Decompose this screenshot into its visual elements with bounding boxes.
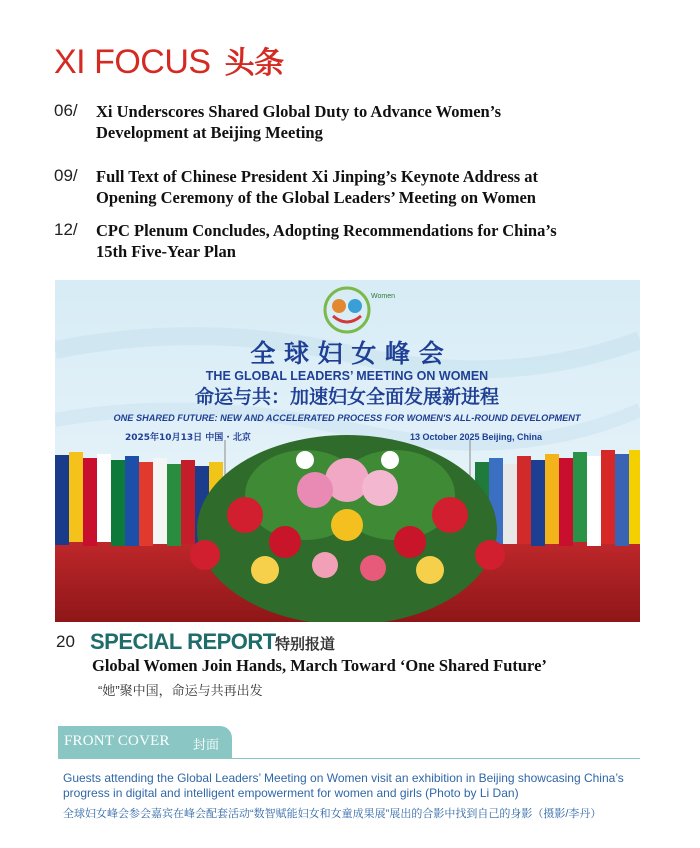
entry-title-line: Xi Underscores Shared Global Duty to Advance Women’s [96,102,502,121]
special-report-subtitle-zh: “她”聚中国，命运与共再出发 [98,683,263,698]
logo-text: Women [371,293,395,300]
backdrop-date-zh: 2025年10月13日 中国 · 北京 [125,433,251,443]
special-report-label: SPECIAL REPORT [90,629,276,654]
entry-title-line: Full Text of Chinese President Xi Jinping’s Keynote Address at [96,167,539,186]
entry-title-line: Opening Ceremony of the Global Leaders’ Meeting on Women [96,188,536,207]
front-cover-label: FRONT COVER [64,733,170,749]
divider [58,758,640,759]
entry-title-line: CPC Plenum Concludes, Adopting Recommendations for China’s [96,221,557,240]
section-title-zh: 头条 [224,47,284,80]
contents-entry[interactable] [54,166,654,210]
entry-title-line: Development at Beijing Meeting [96,123,323,142]
cover-photo[interactable] [55,280,640,622]
front-cover-tag [58,726,232,758]
entry-title[interactable] [96,166,538,208]
cover-caption-en: Guests attending the Global Leaders’ Meeting on Women visit an exhibition in Beijing showcasing China’s progress in digital and intelligent empowerment for women and girls (Photo by Li Dan) [63,771,624,800]
entry-page-number: 12/ [54,220,78,239]
entry-title[interactable] [96,101,501,143]
contents-entry[interactable] [54,220,654,264]
entry-page-number: 06/ [54,101,78,120]
backdrop-title-en: THE GLOBAL LEADERS’ MEETING ON WOMEN [205,369,489,383]
section-title [54,38,284,82]
section-title-en: XI FOCUS [54,43,211,81]
special-report-page-number: 20 [56,632,75,651]
backdrop-date-en: 13 October 2025 Beijing, China [410,432,543,442]
entry-title-line: 15th Five-Year Plan [96,242,236,261]
backdrop-theme-en: ONE SHARED FUTURE: NEW AND ACCELERATED PROCESS FOR WOMEN'S ALL-ROUND DEVELOPMENT [113,413,581,423]
entry-page-number: 09/ [54,166,78,185]
front-cover-label-zh: 封面 [193,737,220,752]
backdrop-theme-zh: 命运与共：加速妇女全面发展新进程 [194,386,500,408]
special-report-title[interactable]: Global Women Join Hands, March Toward ‘One Shared Future’ [92,656,547,675]
entry-title[interactable] [96,220,557,262]
cover-caption-zh: 全球妇女峰会参会嘉宾在峰会配套活动“数智赋能妇女和女童成果展”展出的合影中找到自己的身影（摄影/李丹） [63,808,602,820]
special-report-label-zh: 特别报道 [275,636,336,653]
backdrop-title-zh: 全 球 妇 女 峰 会 [250,339,444,368]
contents-entry[interactable] [54,101,654,145]
flags-right [475,450,640,546]
